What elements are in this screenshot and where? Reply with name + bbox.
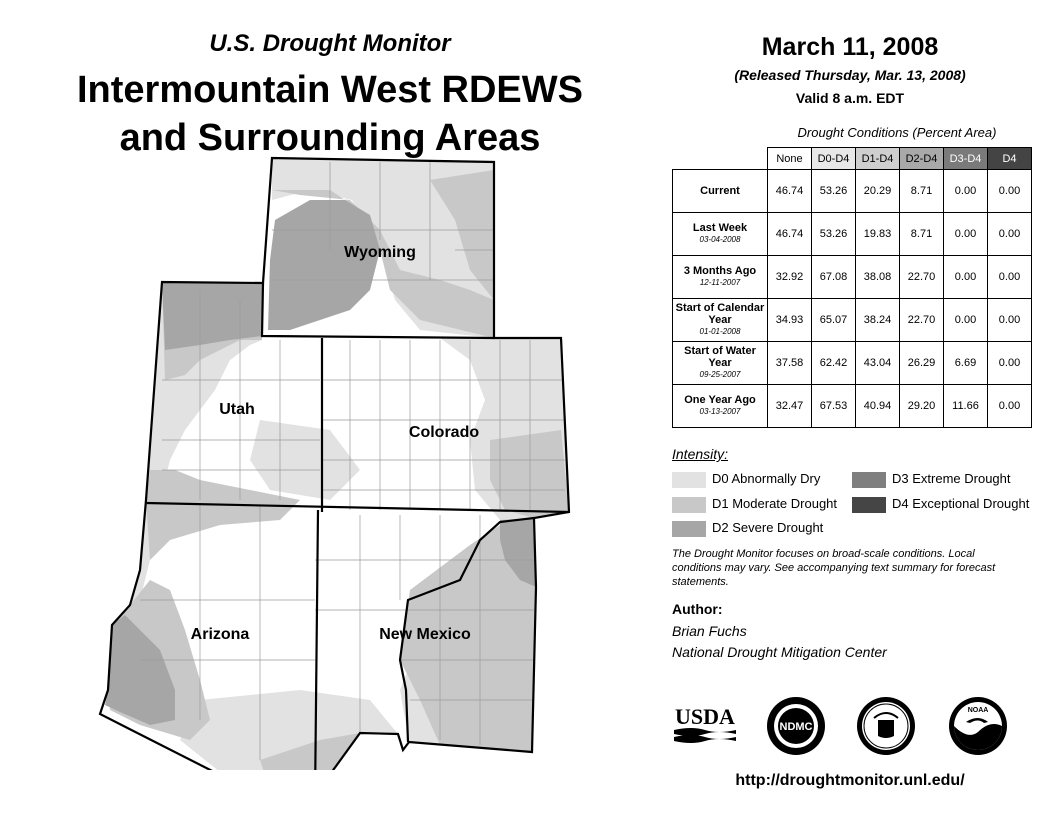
legend-swatch [672, 472, 706, 488]
row-label-text: 3 Months Ago [683, 265, 757, 277]
legend-swatch [852, 472, 886, 488]
state-label-colorado: Colorado [408, 424, 480, 441]
legend-swatch [672, 497, 706, 513]
column-header: D3-D4 [944, 148, 988, 170]
table-row [673, 170, 1032, 213]
legend-item-d4 [852, 495, 1029, 513]
legend-label: D1 Moderate Drought [712, 496, 838, 511]
svg-text:NDMC: NDMC [779, 721, 813, 733]
monitor-url[interactable]: http://droughtmonitor.unl.edu/ [735, 772, 965, 789]
table-cell: 67.53 [812, 385, 856, 428]
map-date: March 11, 2008 [761, 33, 939, 61]
table-corner [673, 148, 768, 170]
disclaimer-note: The Drought Monitor focuses on broad-scale conditions. Local conditions may vary. See accompanying text summary for forecast statements. [672, 548, 996, 588]
row-label-text: Last Week [692, 222, 748, 234]
row-date: 09-25-2007 [699, 370, 741, 379]
row-label [673, 170, 768, 213]
table-cell: 0.00 [988, 170, 1032, 213]
table-row [673, 299, 1032, 342]
legend-label: D3 Extreme Drought [892, 471, 1011, 486]
table-cell: 67.08 [812, 256, 856, 299]
table-cell: 22.70 [900, 299, 944, 342]
ndmc-logo-icon [766, 696, 826, 756]
table-cell: 11.66 [944, 385, 988, 428]
author-org: National Drought Mitigation Center [672, 644, 887, 660]
table-cell: 0.00 [988, 299, 1032, 342]
ndmc-logo [766, 696, 826, 756]
table-row [673, 342, 1032, 385]
table-cell: 0.00 [944, 213, 988, 256]
table-cell: 53.26 [812, 213, 856, 256]
author-block [672, 621, 887, 663]
table-cell: 0.00 [944, 256, 988, 299]
map-title-line1: Intermountain West RDEWS [77, 69, 583, 111]
table-cell: 0.00 [944, 299, 988, 342]
column-header: D4 [988, 148, 1032, 170]
table-cell: 53.26 [812, 170, 856, 213]
table-cell: 38.24 [856, 299, 900, 342]
author-heading: Author: [672, 601, 723, 617]
legend-label: D0 Abnormally Dry [712, 471, 821, 486]
drought-conditions-table [672, 147, 1032, 428]
table-header-row [673, 148, 1032, 170]
legend-item-d3 [852, 470, 1011, 488]
table-cell: 8.71 [900, 213, 944, 256]
table-cell: 29.20 [900, 385, 944, 428]
table-cell: 0.00 [944, 170, 988, 213]
state-label-arizona: Arizona [190, 626, 250, 643]
legend-label: D4 Exceptional Drought [892, 496, 1030, 511]
legend-item-d1 [672, 495, 837, 513]
table-cell: 20.29 [856, 170, 900, 213]
column-header: D2-D4 [900, 148, 944, 170]
table-caption: Drought Conditions (Percent Area) [797, 125, 997, 140]
table-body [673, 170, 1032, 428]
table-cell: 62.42 [812, 342, 856, 385]
table-cell: 34.93 [768, 299, 812, 342]
column-header: D1-D4 [856, 148, 900, 170]
drought-map [0, 150, 600, 770]
table-cell: 40.94 [856, 385, 900, 428]
table-cell: 0.00 [988, 213, 1032, 256]
table-cell: 26.29 [900, 342, 944, 385]
table-cell: 43.04 [856, 342, 900, 385]
row-date: 01-01-2008 [699, 327, 741, 336]
row-label [673, 213, 768, 256]
row-label [673, 342, 768, 385]
subtitle: U.S. Drought Monitor [209, 30, 451, 57]
noaa-logo [948, 696, 1008, 756]
table-cell: 0.00 [988, 256, 1032, 299]
usda-logo [672, 700, 738, 750]
legend-swatch [672, 521, 706, 537]
table-cell: 32.92 [768, 256, 812, 299]
legend-label: D2 Severe Drought [712, 520, 824, 535]
table-cell: 0.00 [988, 385, 1032, 428]
table-row [673, 256, 1032, 299]
legend-swatch [852, 497, 886, 513]
table-cell: 8.71 [900, 170, 944, 213]
table-row [673, 213, 1032, 256]
table-cell: 65.07 [812, 299, 856, 342]
table-cell: 46.74 [768, 170, 812, 213]
column-header: D0-D4 [812, 148, 856, 170]
table-cell: 46.74 [768, 213, 812, 256]
table-cell: 37.58 [768, 342, 812, 385]
row-label [673, 299, 768, 342]
row-label-text: Start of Calendar Year [675, 302, 765, 326]
legend-item-d2 [672, 519, 823, 537]
row-label-text: Start of Water Year [684, 345, 756, 369]
column-header: None [768, 148, 812, 170]
map-title-line2: and Surrounding Areas [119, 117, 541, 159]
table-row [673, 385, 1032, 428]
valid-time: Valid 8 a.m. EDT [795, 90, 905, 106]
commerce-seal [856, 696, 916, 756]
commerce-seal-icon [856, 696, 916, 756]
noaa-logo-icon [948, 696, 1008, 756]
row-date: 03-04-2008 [699, 235, 741, 244]
row-date: 12-11-2007 [699, 278, 741, 287]
row-label-text: Current [700, 185, 740, 197]
svg-text:USDA: USDA [675, 704, 735, 729]
table-cell: 38.08 [856, 256, 900, 299]
table-cell: 6.69 [944, 342, 988, 385]
table-cell: 22.70 [900, 256, 944, 299]
state-label-utah: Utah [219, 401, 255, 418]
release-date: (Released Thursday, Mar. 13, 2008) [734, 67, 966, 83]
row-label [673, 256, 768, 299]
table-cell: 0.00 [988, 342, 1032, 385]
table-cell: 19.83 [856, 213, 900, 256]
state-label-new-mexico: New Mexico [379, 626, 471, 643]
usda-logo-icon [672, 700, 738, 750]
legend-item-d0 [672, 470, 820, 488]
table-cell: 32.47 [768, 385, 812, 428]
row-label-text: One Year Ago [684, 394, 756, 406]
svg-text:NOAA: NOAA [967, 707, 989, 714]
author-name: Brian Fuchs [672, 623, 747, 639]
legend-title: Intensity: [672, 446, 729, 462]
state-label-wyoming: Wyoming [344, 244, 416, 261]
row-label [673, 385, 768, 428]
row-date: 03-13-2007 [699, 407, 741, 416]
